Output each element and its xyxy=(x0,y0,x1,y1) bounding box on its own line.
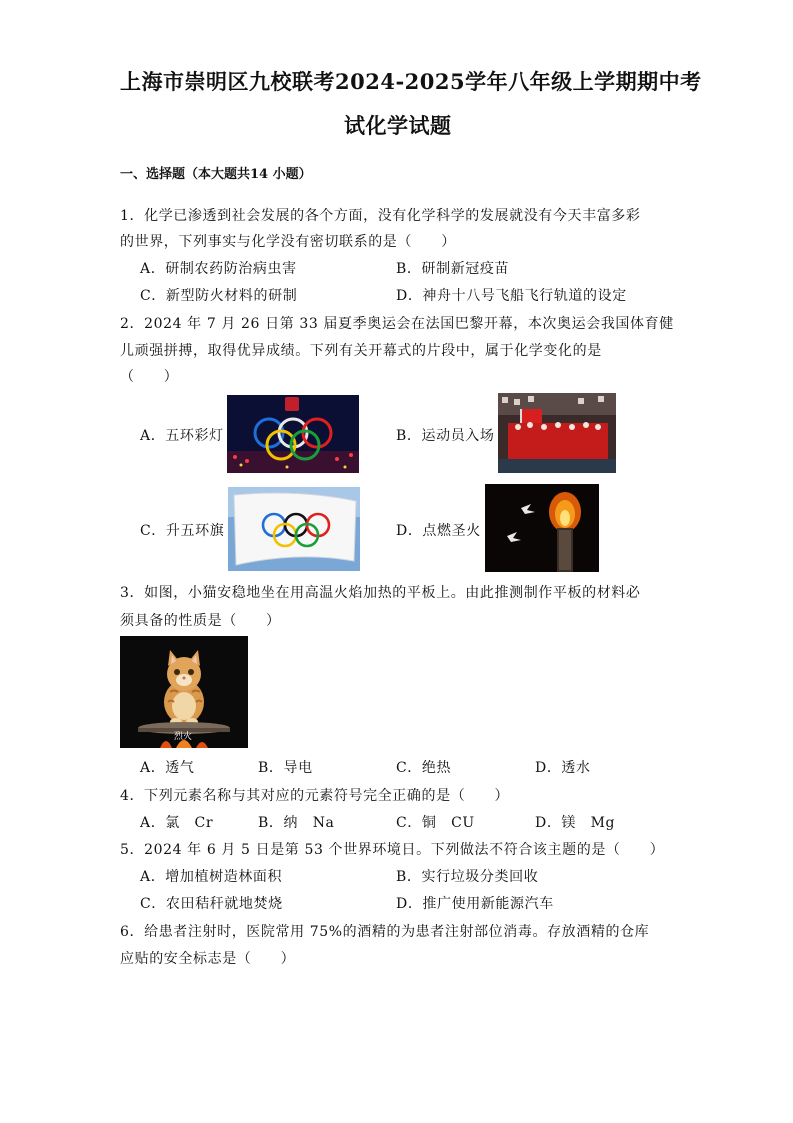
q1-option-d: D．神舟十八号飞船飞行轨道的设定 xyxy=(396,288,627,304)
q6-stem-line1: 6．给患者注射时，医院常用 75%的酒精的为患者注射部位消毒。存放酒精的仓库 xyxy=(120,924,650,940)
q2-option-d: D．点燃圣火 xyxy=(396,523,481,539)
q4-option-b: B．纳 Na xyxy=(258,815,335,831)
q4-option-c: C．铜 CU xyxy=(396,815,475,831)
q3-option-d: D．透水 xyxy=(535,760,591,776)
q1-option-c: C．新型防火材料的研制 xyxy=(140,288,298,304)
olympic-flag-image xyxy=(228,487,360,571)
kitten-on-hot-plate-image xyxy=(120,636,248,748)
q1-stem-line1: 1．化学已渗透到社会发展的各个方面，没有化学科学的发展就没有今天丰富多彩 xyxy=(120,208,641,224)
q2-stem-line1: 2．2024 年 7 月 26 日第 33 届夏季奥运会在法国巴黎开幕，本次奥运会我国体育健 xyxy=(120,316,674,332)
olympic-flame-image xyxy=(485,484,599,572)
q2-stem-line3: （ ） xyxy=(120,369,179,385)
q2-option-b: B．运动员入场 xyxy=(396,428,495,444)
page-title-line1: 上海市崇明区九校联考2024-2025学年八年级上学期期中考 xyxy=(120,69,702,94)
q2-stem-line2: 儿顽强拼搏，取得优异成绩。下列有关开幕式的片段中，属于化学变化的是 xyxy=(120,343,602,359)
q2-option-c: C．升五环旗 xyxy=(140,523,225,539)
q1-option-a: A．研制农药防治病虫害 xyxy=(140,261,297,277)
q1-stem-line2: 的世界，下列事实与化学没有密切联系的是（ ） xyxy=(120,234,456,250)
athletes-parade-image xyxy=(498,393,616,473)
q5-option-c: C．农田秸秆就地焚烧 xyxy=(140,896,283,912)
q4-option-d: D．镁 Mg xyxy=(535,815,616,831)
olympic-rings-lights-image xyxy=(227,395,359,473)
q5-option-d: D．推广使用新能源汽车 xyxy=(396,896,554,912)
q2-option-a: A．五环彩灯 xyxy=(140,428,224,444)
q4-stem-line1: 4．下列元素名称与其对应的元素符号完全正确的是（ ） xyxy=(120,788,510,804)
kitten-image-caption: 烈火 xyxy=(174,732,193,742)
q4-option-a: A．氯 Cr xyxy=(140,815,214,831)
q6-stem-line2: 应贴的安全标志是（ ） xyxy=(120,951,296,967)
q3-option-b: B．导电 xyxy=(258,760,313,776)
q1-option-b: B．研制新冠疫苗 xyxy=(396,261,510,277)
q5-stem-line1: 5．2024 年 6 月 5 日是第 53 个世界环境日。下列做法不符合该主题的是（ ） xyxy=(120,842,665,858)
page-title-line2: 试化学试题 xyxy=(344,113,452,138)
q3-option-a: A．透气 xyxy=(140,760,195,776)
q5-option-a: A．增加植树造林面积 xyxy=(140,869,283,885)
section-heading: 一、选择题（本大题共14 小题） xyxy=(120,167,312,182)
q3-stem-line1: 3．如图，小猫安稳地坐在用高温火焰加热的平板上。由此推测制作平板的材料必 xyxy=(120,585,641,601)
q3-stem-line2: 须具备的性质是（ ） xyxy=(120,613,281,629)
q3-option-c: C．绝热 xyxy=(396,760,452,776)
q5-option-b: B．实行垃圾分类回收 xyxy=(396,869,539,885)
